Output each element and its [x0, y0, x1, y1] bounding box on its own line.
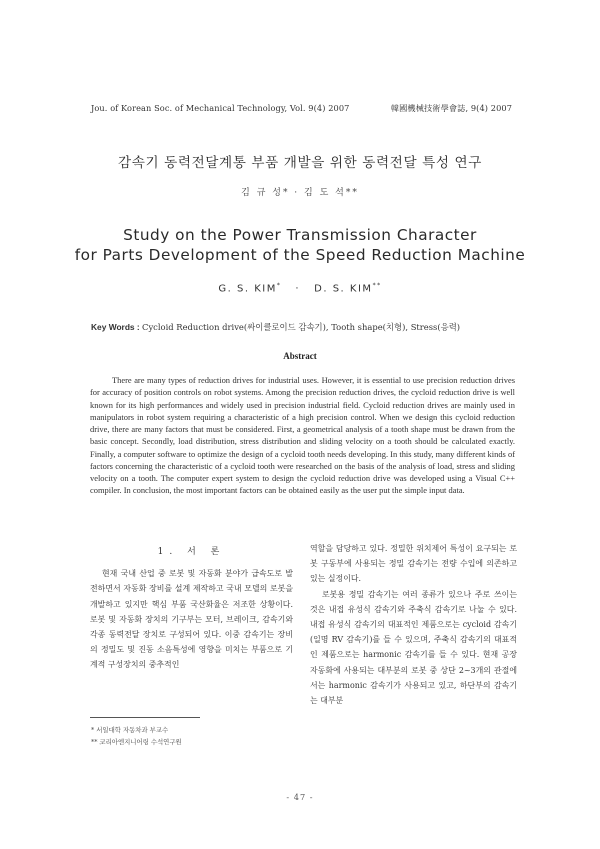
- journal-header-left: Jou. of Korean Soc. of Mechanical Technology, Vol. 9(4) 2007: [91, 103, 350, 113]
- keywords: [91, 321, 460, 333]
- footnote-2: ** 코리아엔지니어링 수석연구원: [91, 738, 182, 746]
- section-1-paragraph-1: 현재 국내 산업 중 로봇 및 자동화 분야가 급속도로 발전하면서 자동화 장비를 설계 제작하고 국내 모델의 로봇을 개발하고 있지만 핵심 부품 국산화율은 저조한 상황이다. 로봇 및 자동화 장치의 기구부는 모터, 브레이크, 감속기와 각종 동력전달 장치로 구성되어 있다. 이중 감속기는 장비의 정밀도 및 진동 소음특성에 영향을 미치는 부품으로 기계적 구성장치의 중추적인: [90, 569, 293, 670]
- korean-authors: 김 규 성* · 김 도 석**: [241, 188, 359, 198]
- footnote-divider: [90, 717, 200, 718]
- author-1-mark: *: [276, 282, 282, 289]
- abstract-heading: Abstract: [283, 351, 317, 361]
- author-1-name: G. S. KIM: [218, 283, 277, 295]
- left-column: [90, 541, 293, 673]
- english-authors: [0, 282, 600, 294]
- author-2-name: D. S. KIM: [314, 283, 373, 295]
- right-column-paragraph-2: 로봇용 정밀 감속기는 여러 종류가 있으나 주로 쓰이는 것은 내접 유성식 감속기와 주축식 감속기로 나눌 수 있다. 내접 유성식 감속기의 대표적인 제품으로는 cycloid 감속기(일명 RV 감속기)를 들 수 있으며, 주축식 감속기의 대표적인 제품으로는 harmonic 감속기를 들 수 있다. 현재 공장 자동화에 사용되는 대부분의 로봇 중 상단 2~3개의 관절에서는 harmonic 감속기가 사용되고 있고, 하단부의 감속기는 대부분: [310, 589, 517, 706]
- abstract-body: There are many types of reduction drives for industrial uses. However, it is essential to use precision reduction drives for accuracy of position controls on robot systems. Among the precision reduction drives, the cycloid reduction drive is well known for its high performances and widely used in precision industrial field. Cycloid reduction drives are mainly used in manipulators in robot system requiring a characteristic of a high precision control. When we design this cycloid reduction drive, there are many factors that must be considered. First, a geometrical analysis of a tooth shape must be drawn from the basic concept. Secondly, load distribution, stress distribution and sliding velocity on a tooth should be calculated exactly. Finally, a computer software to optimize the design of a cycloid tooth needs developing. In this study, many different kinds of factors concerning the characteristic of a cycloid tooth were researched on the basis of the analysis of load, stress and sliding velocity on a tooth. The computer expert system to design the cycloid reduction drive was developed using a Visual C++ compiler. In conclusion, the most important factors can be obtained easily as the user put the simple input data.: [90, 375, 515, 496]
- english-title-line-1: Study on the Power Transmission Character: [123, 226, 477, 244]
- right-column-paragraph-1: 역할을 담당하고 있다. 정밀한 위치제어 특성이 요구되는 로봇 구동부에 사용되는 정밀 감속기는 전량 수입에 의존하고 있는 실정이다.: [310, 544, 517, 584]
- keywords-label: Key Words :: [91, 322, 143, 332]
- english-title-line-2: for Parts Development of the Speed Reduction Machine: [74, 246, 526, 264]
- author-2-mark: **: [372, 282, 382, 289]
- footnote-1: * 서일대학 자동차과 부교수: [91, 726, 169, 734]
- author-separator: ·: [295, 283, 301, 295]
- page-number: - 47 -: [286, 792, 314, 802]
- journal-header-right: 韓國機械技術學會誌, 9(4) 2007: [390, 103, 512, 113]
- keywords-text: Cycloid Reduction drive(싸이클로이드 감속기), Tooth shape(치형), Stress(응력): [142, 322, 461, 332]
- right-column: [310, 541, 517, 708]
- korean-title: 감속기 동력전달계통 부품 개발을 위한 동력전달 특성 연구: [117, 155, 482, 171]
- section-1-heading: 1. 서 론: [157, 547, 226, 557]
